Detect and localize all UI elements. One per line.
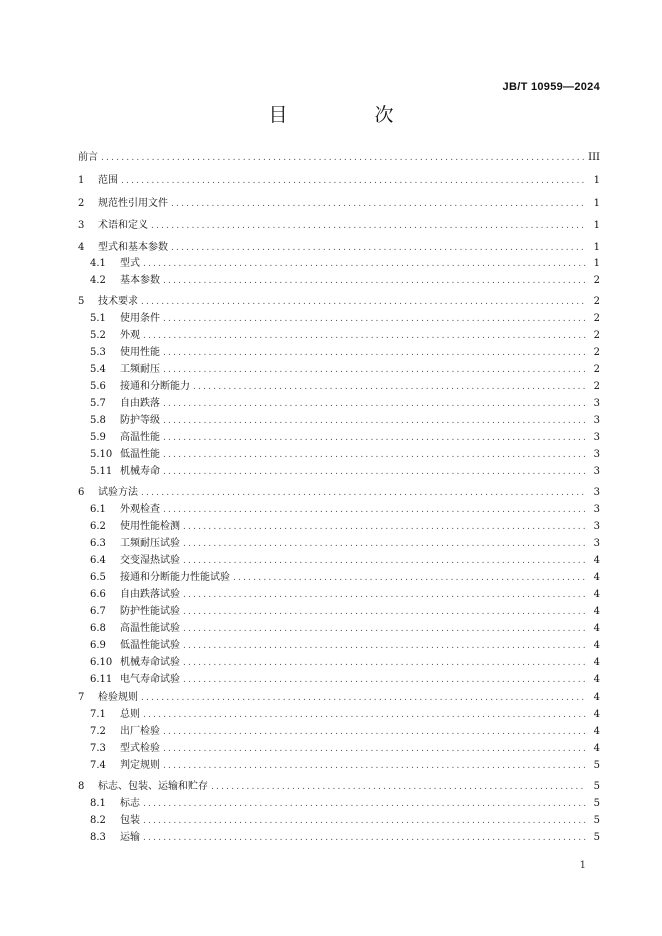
toc-leader-dots [163, 311, 586, 327]
toc-entry-page: 2 [593, 347, 600, 358]
toc-entry-page: III [588, 152, 600, 163]
toc-entry[interactable] [90, 256, 600, 272]
page-number: 1 [579, 860, 586, 871]
toc-entry[interactable] [78, 779, 600, 795]
toc-entry-number: 8.1 [90, 798, 106, 809]
toc-leader-dots [233, 570, 586, 586]
toc-entry-label: 机械寿命试验 [120, 657, 180, 668]
toc-entry-page: 4 [593, 606, 600, 617]
toc-entry-page: 4 [593, 589, 600, 600]
toc-entry-label: 高温性能 [120, 432, 160, 443]
toc-entry[interactable] [90, 345, 600, 361]
toc-entry-label: 基本参数 [120, 275, 160, 286]
toc-entry-page: 4 [593, 623, 600, 634]
toc-leader-dots [193, 379, 586, 395]
toc-entry-number: 5.7 [90, 398, 106, 409]
toc-entry-page: 5 [593, 815, 600, 826]
toc-entry-label: 外观检查 [120, 504, 160, 515]
toc-entry-page: 3 [593, 521, 600, 532]
toc-entry[interactable] [90, 273, 600, 289]
toc-entry-label: 包装 [120, 815, 140, 826]
toc-entry-number: 4 [78, 242, 85, 253]
toc-entry-label: 范围 [98, 175, 118, 186]
toc-leader-dots [163, 741, 586, 757]
toc-entry-page: 2 [593, 296, 600, 307]
toc-entry-page: 3 [593, 466, 600, 477]
toc-entry-label: 防护性能试验 [120, 606, 180, 617]
toc-entry-label: 接通和分断能力性能试验 [120, 572, 230, 583]
toc-entry[interactable] [90, 587, 600, 603]
toc-entry-number: 8 [78, 781, 85, 792]
toc-entry-label: 机械寿命 [120, 466, 160, 477]
toc-entry-number: 6.4 [90, 555, 106, 566]
toc-leader-dots [163, 362, 586, 378]
toc-leader-dots [163, 724, 586, 740]
toc-entry-number: 6.7 [90, 606, 106, 617]
toc-leader-dots [143, 830, 586, 846]
toc-entry-number: 6 [78, 487, 85, 498]
toc-leader-dots [143, 796, 586, 812]
toc-leader-dots [151, 218, 586, 234]
toc-entry[interactable] [90, 553, 600, 569]
toc-leader-dots [183, 604, 586, 620]
toc-entry[interactable] [78, 240, 600, 256]
toc-entry-label: 使用性能检测 [120, 521, 180, 532]
toc-entry[interactable] [90, 813, 600, 829]
toc-entry-page: 4 [593, 657, 600, 668]
toc-entry-label: 低温性能试验 [120, 640, 180, 651]
toc-entry-label: 判定规则 [120, 760, 160, 771]
toc-entry-label: 试验方法 [98, 487, 138, 498]
toc-entry-label: 运输 [120, 832, 140, 843]
toc-entry-label: 自由跌落试验 [120, 589, 180, 600]
toc-entry[interactable] [90, 621, 600, 637]
toc-entry-number: 4.2 [90, 275, 106, 286]
toc-entry-page: 4 [593, 692, 600, 703]
toc-leader-dots [163, 502, 586, 518]
toc-entry-page: 5 [593, 798, 600, 809]
toc-leader-dots [183, 655, 586, 671]
toc-entry-number: 5.9 [90, 432, 106, 443]
toc-entry-label: 高温性能试验 [120, 623, 180, 634]
toc-entry[interactable] [90, 447, 600, 463]
toc-entry[interactable] [90, 638, 600, 654]
toc-entry[interactable] [90, 502, 600, 518]
toc-leader-dots [171, 240, 586, 256]
toc-entry-page: 1 [593, 198, 600, 209]
toc-entry-label: 规范性引用文件 [98, 198, 168, 209]
toc-leader-dots [121, 173, 586, 189]
toc-entry-number: 7.1 [90, 709, 106, 720]
toc-entry-number: 5.8 [90, 415, 106, 426]
standard-code: JB/T 10959—2024 [502, 81, 600, 93]
toc-leader-dots [183, 672, 586, 688]
toc-entry-label: 型式 [120, 258, 140, 269]
toc-entry[interactable] [78, 294, 600, 310]
toc-entry-number: 5.4 [90, 364, 106, 375]
toc-entry[interactable] [78, 485, 600, 501]
toc-leader-dots [183, 587, 586, 603]
toc-entry-label: 出厂检验 [120, 726, 160, 737]
toc-entry-label: 低温性能 [120, 449, 160, 460]
toc-entry-number: 7.4 [90, 760, 106, 771]
toc-entry[interactable] [78, 218, 600, 234]
toc-leader-dots [143, 813, 586, 829]
toc-leader-dots [163, 273, 586, 289]
toc-leader-dots [163, 758, 586, 774]
toc-leader-dots [183, 536, 586, 552]
toc-leader-dots [141, 485, 586, 501]
toc-entry[interactable] [90, 464, 600, 480]
toc-entry[interactable] [90, 758, 600, 774]
toc-entry-number: 5.3 [90, 347, 106, 358]
toc-entry-page: 3 [593, 538, 600, 549]
toc-entry-number: 6.1 [90, 504, 106, 515]
toc-leader-dots [141, 294, 586, 310]
toc-leader-dots [143, 256, 586, 272]
toc-entry-label: 前言 [78, 152, 98, 163]
toc-entry-number: 7 [78, 692, 85, 703]
toc-leader-dots [101, 150, 584, 166]
toc-entry-page: 3 [593, 432, 600, 443]
toc-entry-number: 5.11 [90, 466, 113, 477]
toc-leader-dots [163, 447, 586, 463]
toc-leader-dots [163, 396, 586, 412]
toc-entry-page: 4 [593, 555, 600, 566]
toc-leader-dots [183, 638, 586, 654]
toc-entry-label: 总则 [120, 709, 140, 720]
toc-entry[interactable] [90, 519, 600, 535]
toc-entry-page: 4 [593, 572, 600, 583]
toc-entry-page: 1 [593, 220, 600, 231]
toc-entry-label: 接通和分断能力 [120, 381, 190, 392]
toc-entry-label: 检验规则 [98, 692, 138, 703]
toc-leader-dots [183, 519, 586, 535]
toc-entry[interactable] [90, 413, 600, 429]
toc-entry-number: 5.2 [90, 330, 106, 341]
toc-entry-number: 6.9 [90, 640, 106, 651]
toc-entry-page: 5 [593, 760, 600, 771]
toc-entry-number: 4.1 [90, 258, 106, 269]
toc-entry-page: 5 [593, 781, 600, 792]
toc-entry-number: 5.6 [90, 381, 106, 392]
toc-entry[interactable] [90, 604, 600, 620]
toc-entry-label: 使用性能 [120, 347, 160, 358]
toc-entry-page: 3 [593, 398, 600, 409]
toc-entry-number: 2 [78, 198, 85, 209]
toc-entry[interactable] [90, 536, 600, 552]
toc-entry-page: 3 [593, 504, 600, 515]
toc-entry-number: 8.2 [90, 815, 106, 826]
toc-entry[interactable] [78, 150, 600, 166]
toc-entry-page: 4 [593, 743, 600, 754]
toc-entry[interactable] [90, 724, 600, 740]
toc-entry-page: 4 [593, 674, 600, 685]
toc-entry-number: 3 [78, 220, 85, 231]
toc-entry[interactable] [90, 672, 600, 688]
toc-entry[interactable] [90, 396, 600, 412]
toc-entry-page: 4 [593, 726, 600, 737]
toc-entry-page: 2 [593, 313, 600, 324]
toc-entry-label: 标志 [120, 798, 140, 809]
toc-entry[interactable] [90, 830, 600, 846]
toc-entry-page: 2 [593, 364, 600, 375]
toc-leader-dots [211, 779, 586, 795]
toc-entry-page: 1 [593, 258, 600, 269]
toc-leader-dots [171, 196, 586, 212]
toc-entry-number: 7.2 [90, 726, 106, 737]
toc-entry-label: 外观 [120, 330, 140, 341]
toc-entry[interactable] [90, 741, 600, 757]
toc-entry-label: 术语和定义 [98, 220, 148, 231]
toc-entry-label: 工频耐压 [120, 364, 160, 375]
toc-entry-number: 6.3 [90, 538, 106, 549]
toc-leader-dots [143, 328, 586, 344]
toc-leader-dots [143, 707, 586, 723]
toc-entry-number: 5 [78, 296, 85, 307]
toc-entry[interactable] [90, 707, 600, 723]
toc-entry-label: 自由跌落 [120, 398, 160, 409]
toc-entry-page: 1 [593, 242, 600, 253]
toc-entry-number: 6.11 [90, 674, 113, 685]
toc-entry-page: 2 [593, 275, 600, 286]
toc-entry[interactable] [90, 311, 600, 327]
toc-entry-label: 标志、包装、运输和贮存 [98, 781, 208, 792]
toc-entry-number: 6.5 [90, 572, 106, 583]
toc-entry-label: 技术要求 [98, 296, 138, 307]
toc-entry-number: 7.3 [90, 743, 106, 754]
toc-entry-page: 2 [593, 330, 600, 341]
toc-entry-page: 3 [593, 487, 600, 498]
toc-entry-page: 1 [593, 175, 600, 186]
toc-entry[interactable] [90, 796, 600, 812]
toc-entry[interactable] [90, 379, 600, 395]
toc-entry-label: 使用条件 [120, 313, 160, 324]
toc-entry-label: 电气寿命试验 [120, 674, 180, 685]
toc-entry-number: 6.2 [90, 521, 106, 532]
toc-entry-number: 6.6 [90, 589, 106, 600]
toc-entry-page: 2 [593, 381, 600, 392]
toc-leader-dots [163, 430, 586, 446]
toc-leader-dots [163, 413, 586, 429]
toc-leader-dots [163, 345, 586, 361]
toc-entry[interactable] [90, 362, 600, 378]
toc-entry[interactable] [90, 430, 600, 446]
toc-entry-number: 6.10 [90, 657, 113, 668]
toc-entry-label: 工频耐压试验 [120, 538, 180, 549]
toc-leader-dots [141, 690, 586, 706]
toc-entry-number: 8.3 [90, 832, 106, 843]
toc-entry-page: 4 [593, 709, 600, 720]
page-title: 目 次 [268, 104, 428, 126]
toc-leader-dots [163, 464, 586, 480]
toc-entry-page: 3 [593, 415, 600, 426]
toc-entry[interactable] [90, 570, 600, 586]
toc-entry[interactable] [78, 173, 600, 189]
toc-entry-label: 型式检验 [120, 743, 160, 754]
toc-entry-page: 4 [593, 640, 600, 651]
toc-entry-page: 5 [593, 832, 600, 843]
toc-entry[interactable] [90, 328, 600, 344]
toc-leader-dots [183, 621, 586, 637]
toc-entry-label: 型式和基本参数 [98, 242, 168, 253]
toc-entry[interactable] [90, 655, 600, 671]
toc-entry-number: 1 [78, 175, 85, 186]
toc-entry-number: 5.10 [90, 449, 113, 460]
toc-entry-number: 6.8 [90, 623, 106, 634]
toc-entry-number: 5.1 [90, 313, 106, 324]
toc-entry-label: 交变湿热试验 [120, 555, 180, 566]
toc-entry-page: 3 [593, 449, 600, 460]
toc-leader-dots [183, 553, 586, 569]
toc-entry[interactable] [78, 690, 600, 706]
toc-entry[interactable] [78, 196, 600, 212]
toc-entry-label: 防护等级 [120, 415, 160, 426]
